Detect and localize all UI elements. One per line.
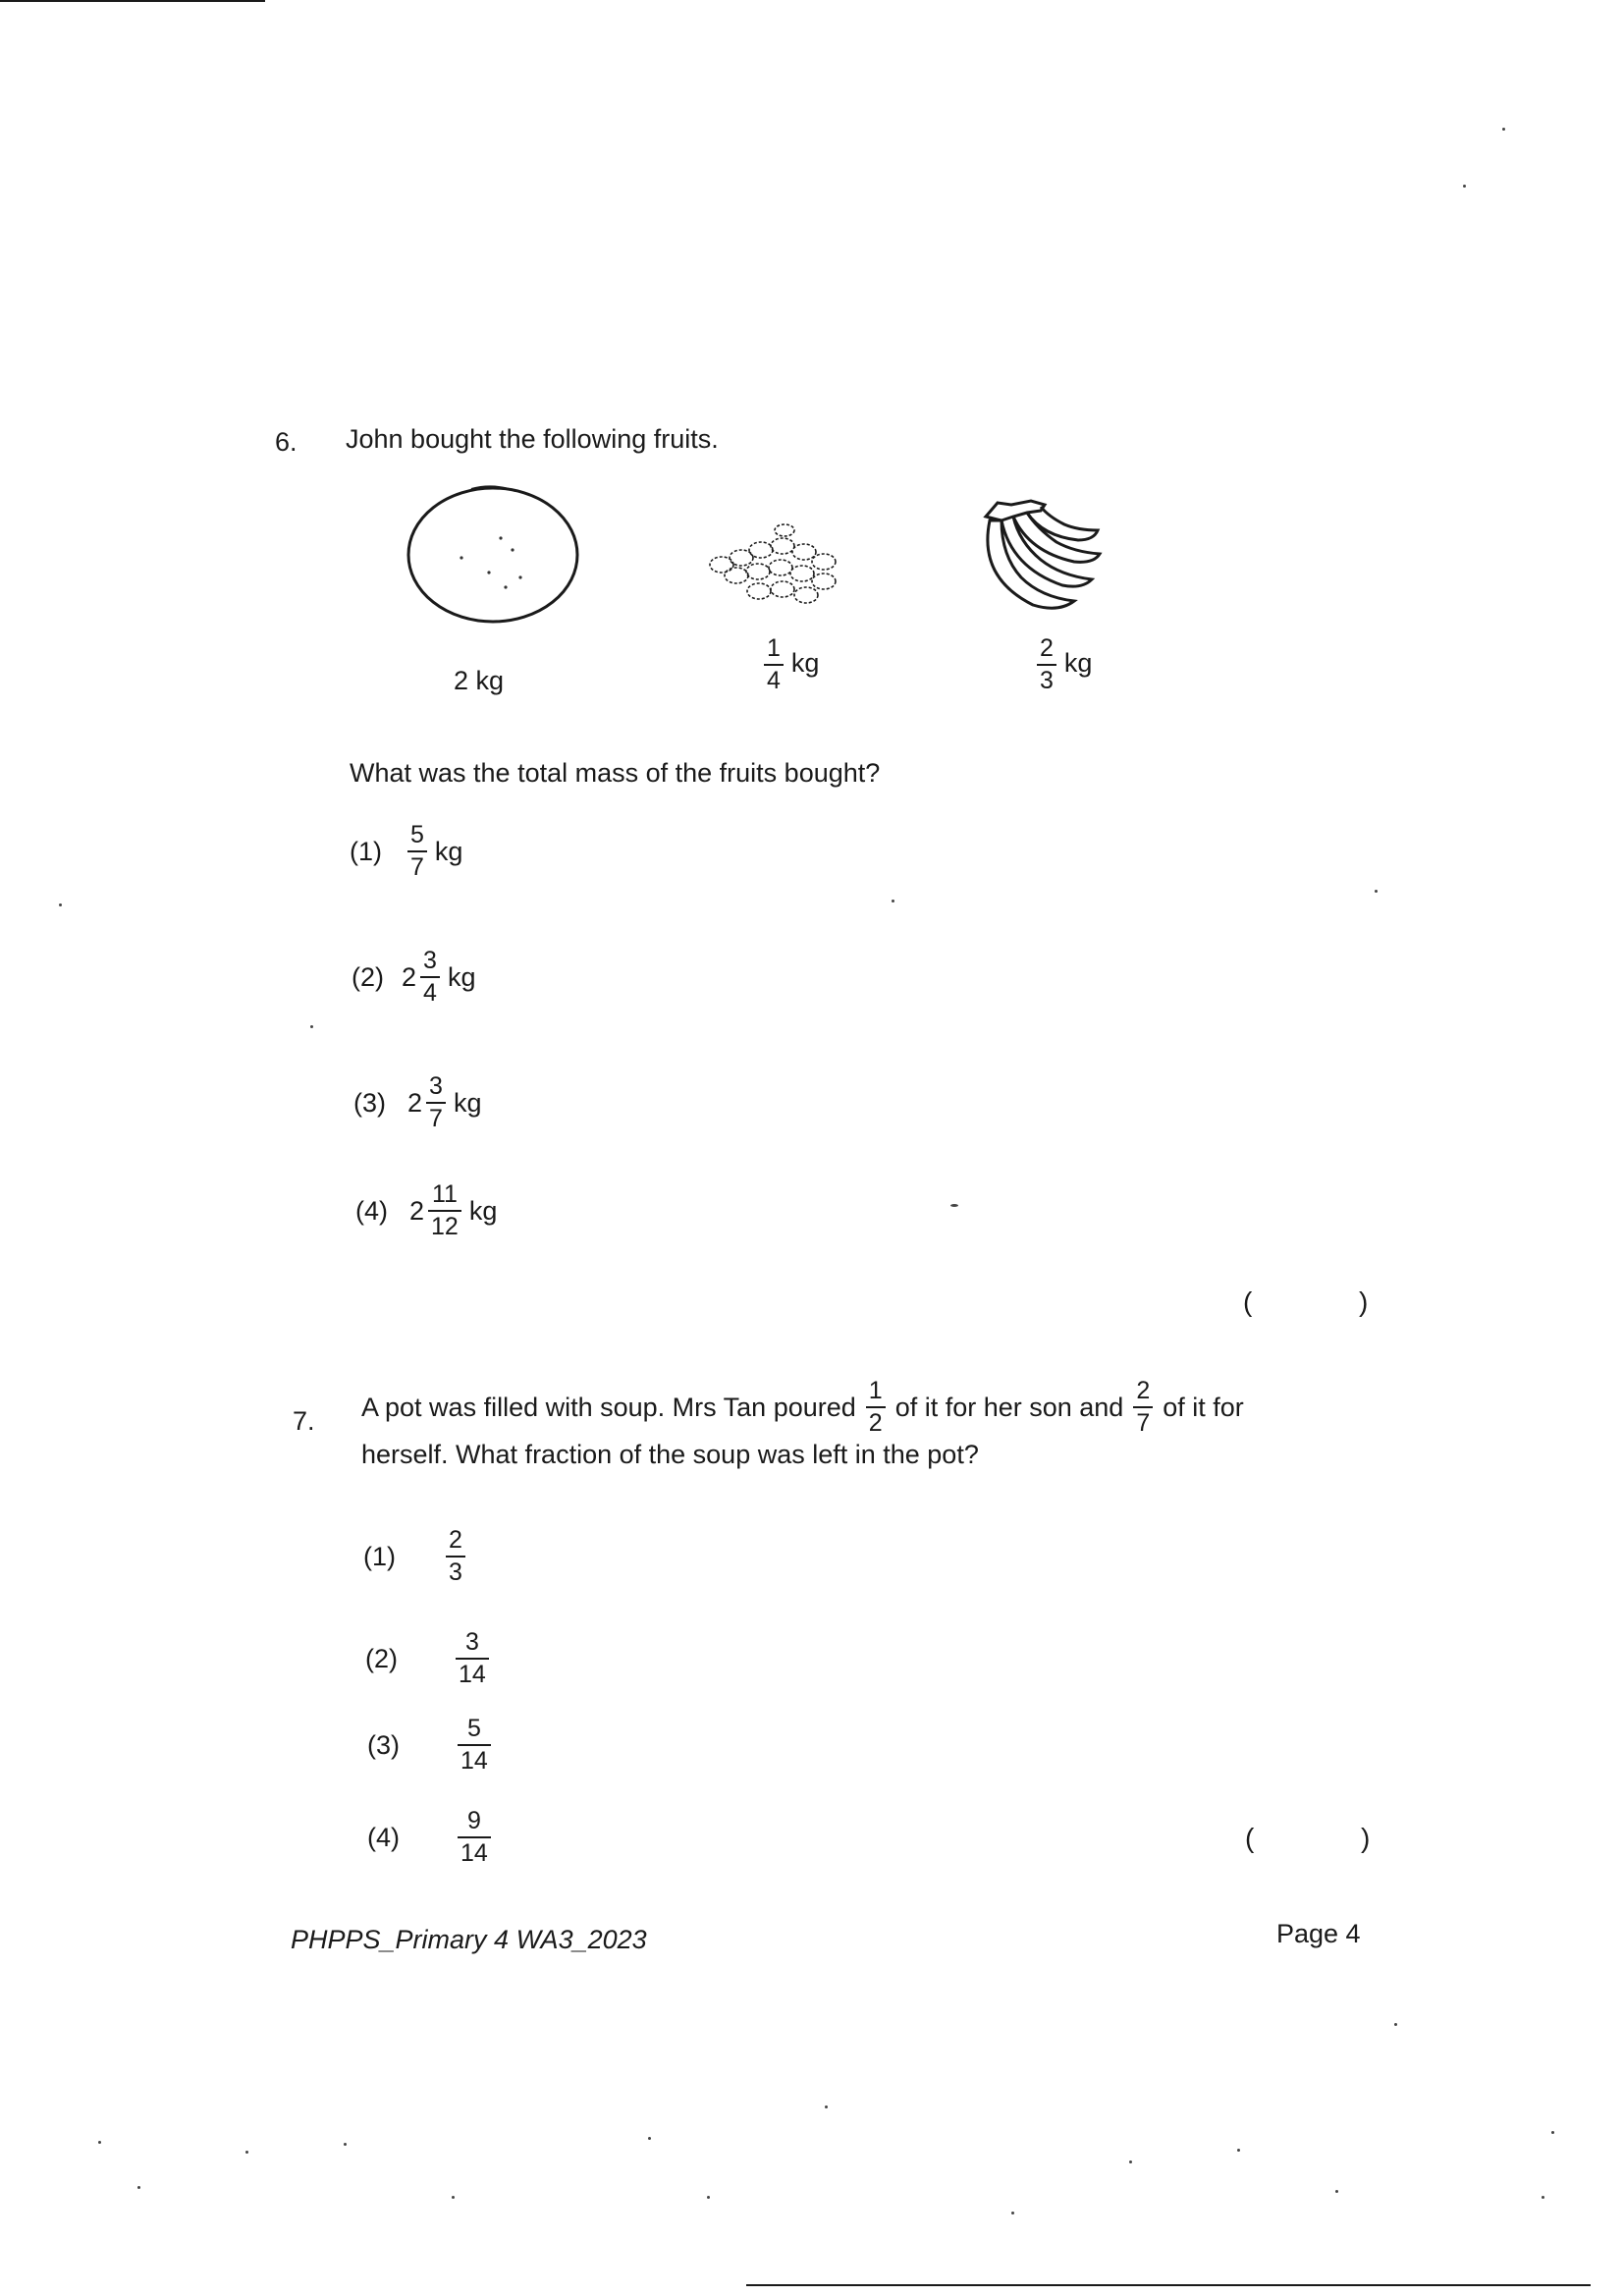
option-fraction [456,1630,489,1687]
option-fraction [426,1074,446,1131]
melon-icon [403,479,584,627]
scan-speck [245,2151,248,2154]
option-label: (2) [352,961,384,992]
option-fraction [458,1809,491,1866]
q7-stem-part3: of it for [1163,1392,1244,1422]
scan-edge-bottom [746,2284,1591,2286]
q7-stem-part1: A pot was filled with soup. Mrs Tan poured [361,1392,856,1422]
q6-option-3[interactable] [353,1074,481,1131]
scan-speck [1375,890,1378,893]
option-label: (1) [363,1541,396,1571]
q6-stem: John bought the following fruits. [346,424,719,454]
bananas-mass-label [1033,636,1092,693]
option-numerator: 2 [449,1526,462,1554]
scan-speck [1394,2023,1397,2026]
grapes-mass-numerator: 1 [767,634,781,662]
melon-mass-label: 2 kg [454,666,505,695]
scan-speck [344,2143,347,2146]
grapes-mass-fraction [764,636,784,693]
option-label: (4) [367,1822,400,1852]
scan-speck [1237,2149,1240,2152]
footer-page-number: Page 4 [1276,1919,1361,1948]
q7-fraction-son-numerator: 1 [868,1377,883,1404]
option-whole: 2 [409,1195,425,1226]
scan-speck [1463,185,1466,188]
q6-option-4[interactable] [355,1182,497,1239]
q7-option-1[interactable] [363,1528,469,1585]
option-denominator: 7 [407,850,427,880]
q6-number: 6. [275,427,298,457]
footer-paper-code: PHPPS_Primary 4 WA3_2023 [291,1925,647,1954]
q6-answer-open-bracket: ( [1243,1286,1253,1317]
grapes-mass-label [760,636,819,693]
scan-speck [1542,2196,1544,2199]
q7-stem-line1 [361,1379,1244,1436]
scan-edge-top [0,0,265,2]
grapes-icon [702,520,849,614]
scan-speck [1551,2131,1554,2134]
option-fraction [428,1182,461,1239]
q7-number: 7. [293,1406,315,1436]
option-denominator: 14 [458,1836,491,1866]
option-denominator: 14 [456,1658,489,1687]
scan-speck [1502,128,1505,131]
scan-speck [310,1025,313,1028]
scan-speck [137,2186,140,2189]
option-label: (3) [367,1729,400,1760]
q6-question: What was the total mass of the fruits bought? [350,758,881,788]
q6-answer-close-bracket: ) [1359,1286,1369,1317]
q6-answer-box[interactable] [1259,1285,1357,1320]
option-label: (3) [353,1087,386,1118]
option-denominator: 4 [420,976,440,1006]
grapes-mass-denominator: 4 [764,664,784,693]
q7-stem-part2: of it for her son and [894,1392,1124,1422]
scan-speck [648,2137,651,2140]
scan-speck [707,2196,710,2199]
option-unit: kg [453,1087,482,1118]
bananas-icon [972,499,1110,617]
scan-speck [98,2141,101,2144]
option-fraction [407,823,427,880]
scan-speck [1129,2160,1132,2163]
q7-stem-line2: herself. What fraction of the soup was left in the pot? [361,1440,979,1469]
bananas-mass-fraction [1037,636,1056,693]
scan-speck [1335,2190,1338,2193]
scan-speck [59,903,62,906]
option-whole: 2 [407,1087,423,1118]
scan-speck [950,1204,958,1207]
scan-speck [825,2105,828,2108]
option-label: (1) [350,836,382,866]
option-numerator: 5 [466,1715,481,1742]
option-denominator: 14 [458,1744,491,1774]
option-fraction [420,949,440,1006]
q6-option-1[interactable] [350,823,462,880]
bananas-mass-denominator: 3 [1037,664,1056,693]
option-label: (4) [355,1195,388,1226]
q7-fraction-son-denominator: 2 [866,1406,886,1436]
option-fraction [446,1528,465,1585]
q7-fraction-son [866,1379,886,1436]
option-unit: kg [468,1195,498,1226]
q7-option-3[interactable] [367,1717,495,1774]
q7-answer-close-bracket: ) [1361,1823,1371,1853]
option-numerator: 3 [429,1072,443,1100]
grapes-mass-unit: kg [790,648,820,679]
option-numerator: 5 [410,821,424,848]
option-numerator: 11 [431,1180,458,1208]
q7-fraction-herself [1133,1379,1153,1436]
option-fraction [458,1717,491,1774]
scan-speck [1011,2212,1014,2214]
option-denominator: 3 [446,1556,465,1585]
option-whole: 2 [402,961,417,992]
option-denominator: 7 [426,1102,446,1131]
option-unit: kg [447,961,476,992]
bananas-mass-numerator: 2 [1040,634,1054,662]
q7-answer-box[interactable] [1261,1821,1359,1856]
option-numerator: 9 [466,1807,481,1834]
scan-speck [892,900,894,902]
q7-option-2[interactable] [365,1630,493,1687]
option-denominator: 12 [428,1210,461,1239]
option-label: (2) [365,1643,398,1673]
scan-speck [452,2196,455,2199]
q7-fraction-herself-numerator: 2 [1136,1377,1151,1404]
q7-answer-open-bracket: ( [1245,1823,1255,1853]
bananas-mass-unit: kg [1063,648,1093,679]
q7-fraction-herself-denominator: 7 [1133,1406,1153,1436]
option-unit: kg [434,836,463,866]
q6-option-2[interactable] [352,949,475,1006]
option-numerator: 3 [423,947,437,974]
option-numerator: 3 [464,1628,479,1656]
q7-option-4[interactable] [367,1809,495,1866]
